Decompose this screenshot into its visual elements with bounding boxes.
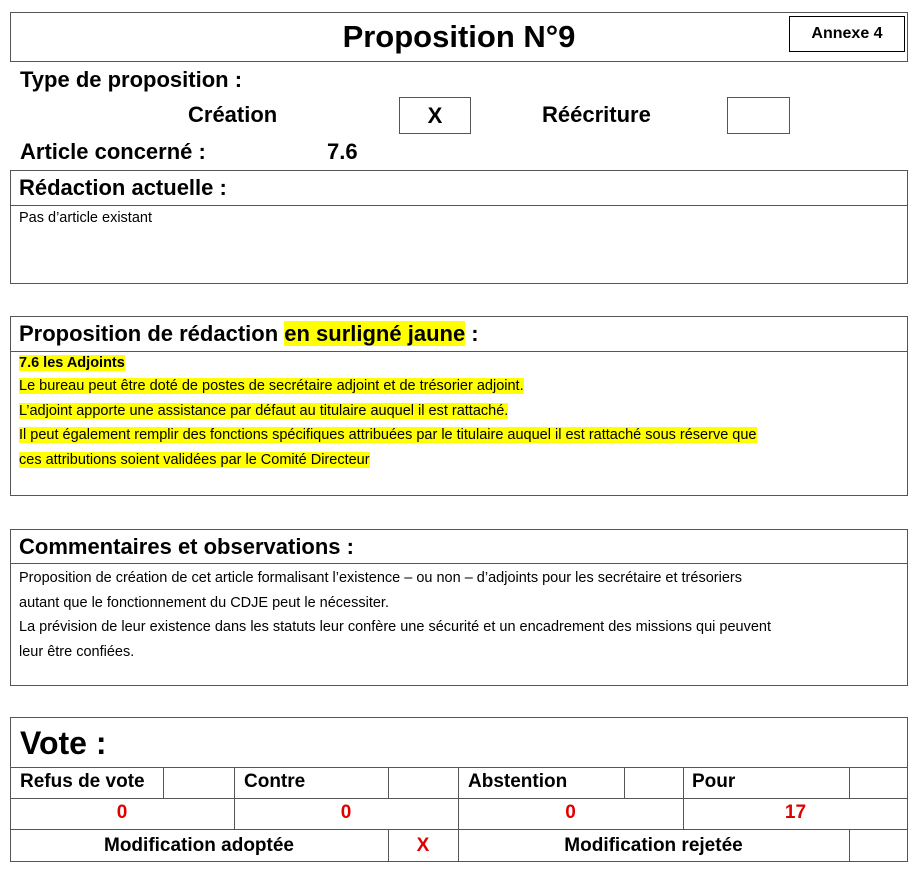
vote-value-abstention: 0 bbox=[565, 802, 576, 823]
proposition-title bbox=[11, 317, 907, 352]
proposition-heading: 7.6 les Adjoints bbox=[19, 355, 125, 371]
proposition-text bbox=[11, 352, 907, 472]
type-label: Type de proposition : bbox=[20, 67, 243, 92]
vote-header-abstention: Abstention bbox=[468, 771, 568, 792]
reecriture-label: Réécriture bbox=[542, 102, 651, 127]
vote-divider bbox=[624, 767, 625, 798]
proposition-line: L’adjoint apporte une assistance par défaut au titulaire auquel il est rattaché. bbox=[19, 402, 509, 419]
annex-badge: Annexe 4 bbox=[789, 16, 905, 52]
redaction-actuelle-box bbox=[10, 170, 908, 284]
proposition-title-suffix: : bbox=[465, 321, 479, 346]
vote-header-pour: Pour bbox=[692, 771, 736, 792]
proposition-title-prefix: Proposition de rédaction bbox=[19, 321, 285, 346]
article-label: Article concerné : bbox=[20, 139, 206, 164]
adopted-label: Modification adoptée bbox=[104, 835, 294, 856]
commentaires-text bbox=[11, 564, 907, 664]
commentaires-line: leur être confiées. bbox=[19, 643, 135, 660]
creation-label: Création bbox=[188, 102, 278, 127]
proposition-title-highlight: en surligné jaune bbox=[284, 321, 466, 346]
vote-divider bbox=[10, 767, 908, 768]
commentaires-line: Proposition de création de cet article formalisant l’existence – ou non – d’adjoints pour les secrétaire et trésoriers bbox=[19, 570, 742, 586]
commentaires-line: La prévision de leur existence dans les statuts leur confère une sécurité et un encadrement des missions qui peuvent bbox=[19, 619, 772, 635]
proposition-line: Le bureau peut être doté de postes de secrétaire adjoint et de trésorier adjoint. bbox=[19, 378, 524, 394]
redaction-actuelle-text: Pas d’article existant bbox=[19, 210, 152, 226]
article-value: 7.6 bbox=[327, 139, 358, 164]
redaction-actuelle-title: Rédaction actuelle : bbox=[11, 171, 907, 206]
vote-divider bbox=[849, 767, 850, 798]
proposition-box bbox=[10, 316, 908, 496]
proposition-line: ces attributions soient validées par le Comité Directeur bbox=[19, 451, 370, 468]
vote-divider bbox=[388, 767, 389, 798]
vote-header-contre: Contre bbox=[244, 771, 306, 792]
proposition-line: Il peut également remplir des fonctions spécifiques attribuées par le titulaire auquel il est rattaché sous réserve que bbox=[19, 427, 757, 443]
creation-checkbox: X bbox=[399, 97, 471, 134]
adopted-mark: X bbox=[416, 835, 430, 856]
commentaires-box bbox=[10, 529, 908, 686]
page-title: Proposition N°9 bbox=[342, 19, 576, 54]
commentaires-title: Commentaires et observations : bbox=[11, 530, 907, 564]
reecriture-checkbox bbox=[727, 97, 790, 134]
vote-value-pour: 17 bbox=[784, 802, 807, 823]
vote-header-refus: Refus de vote bbox=[20, 771, 145, 792]
commentaires-line: autant que le fonctionnement du CDJE peut le nécessiter. bbox=[19, 594, 389, 611]
vote-divider bbox=[163, 767, 164, 798]
vote-value-contre: 0 bbox=[340, 802, 352, 823]
vote-divider bbox=[849, 829, 850, 862]
rejected-label: Modification rejetée bbox=[564, 835, 743, 856]
vote-title: Vote : bbox=[20, 725, 107, 761]
vote-value-refus: 0 bbox=[116, 802, 128, 823]
